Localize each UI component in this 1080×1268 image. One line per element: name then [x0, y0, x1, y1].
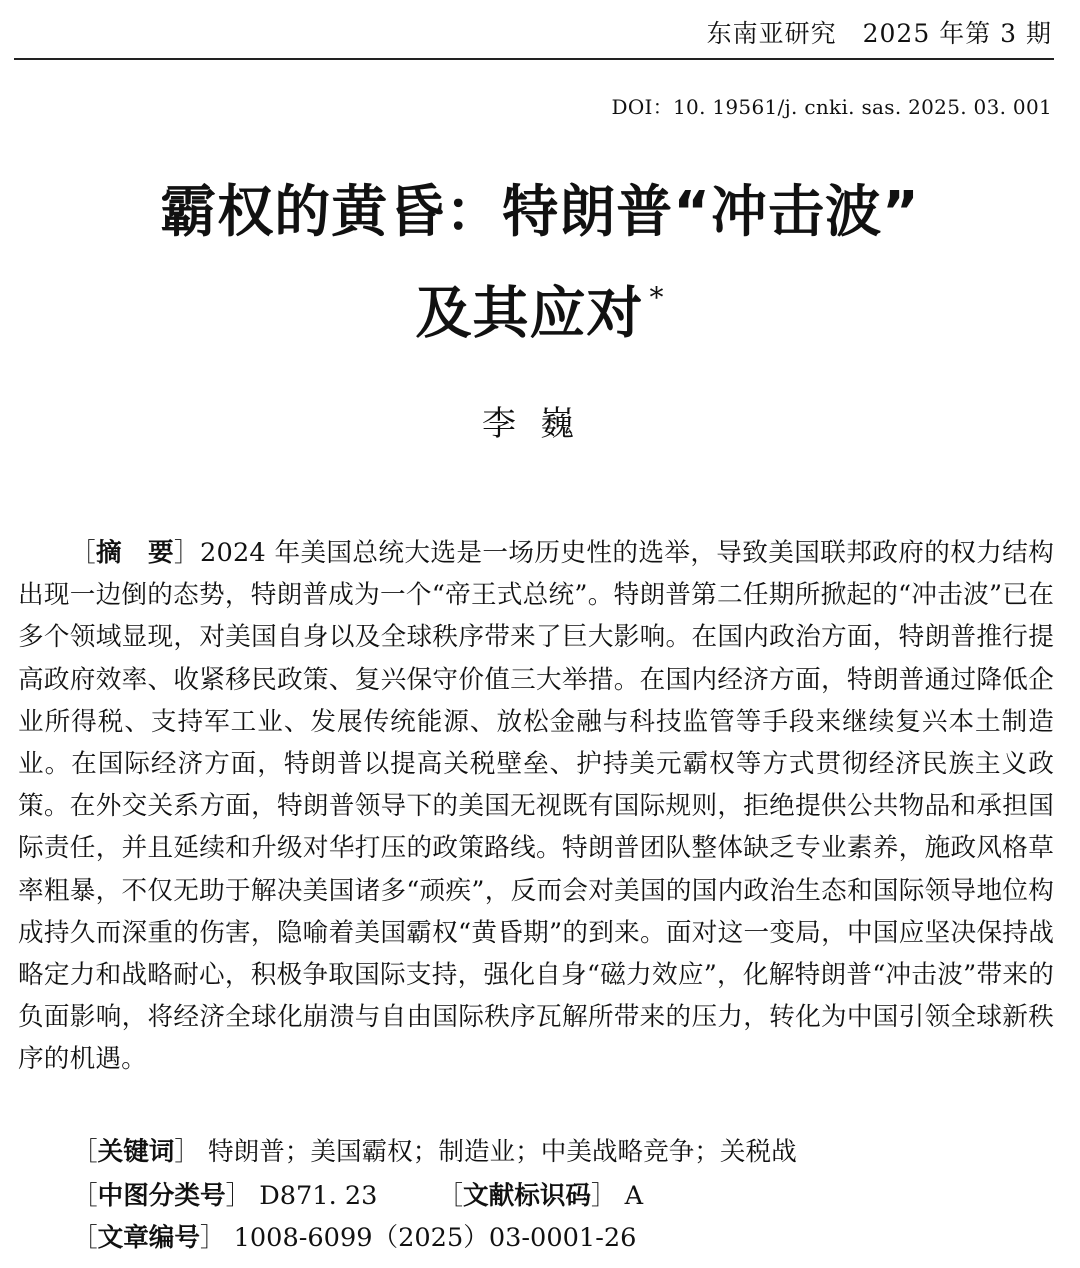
keywords-line — [72, 1132, 797, 1168]
header-rule — [14, 58, 1054, 60]
keywords-text: 特朗普；美国霸权；制造业；中美战略竞争；关税战 — [208, 1137, 797, 1167]
keywords-label: ［关键词］ — [72, 1137, 201, 1167]
doi: DOI：10. 19561/j. cnki. sas. 2025. 03. 001 — [611, 95, 1052, 119]
author-name: 李巍 — [482, 404, 598, 444]
title-footnote-mark: * — [649, 281, 665, 314]
doc-code-label-text: 文献标识码 — [463, 1181, 592, 1211]
abstract-text: 2024 年美国总统大选是一场历史性的选举，导致美国联邦政府的权力结构出现一边倒的态势，特朗普成为一个“帝王式总统”。特朗普第二任期所掀起的“冲击波”已在多个领域显现，对美国自身以及全球秩序带来了巨大影响。在国内政治方面，特朗普推行提高政府效率、收紧移民政策、复兴保守价值三大举措。在国内经济方面，特朗普通过降低企业所得税、支持军工业、发展传统能源、放松金融与科技监管等手段来继续复兴本土制造业。在国际经济方面，特朗普以提高关税壁垒、护持美元霸权等方式贯彻经济民族主义政策。在外交关系方面，特朗普领导下的美国无视既有国际规则，拒绝提供公共物品和承担国际责任，并且延续和升级对华打压的政策路线。特朗普团队整体缺乏专业素养，施政风格草率粗暴，不仅无助于解决美国诸多“顽疾”，反而会对美国的国内政治生态和国际领导地位构成持久而深重的伤害，隐喻着美国霸权“黄昏期”的到来。面对这一变局，中国应坚决保持战略定力和战略耐心，积极争取国际支持，强化自身“磁力效应”，化解特朗普“冲击波”带来的负面影响，将经济全球化崩溃与自由国际秩序瓦解所带来的压力，转化为中国引领全球新秩序的机遇。 — [18, 538, 1054, 1075]
classification-line — [72, 1176, 643, 1212]
article-title-line-1: 霸权的黄昏：特朗普“冲击波” — [160, 180, 920, 245]
doc-code-value: A — [624, 1181, 644, 1211]
article-title-line-2 — [0, 256, 1080, 363]
classification-label: ［中图分类号］ — [72, 1181, 252, 1211]
issue-number: 2025 年第 3 期 — [862, 19, 1052, 48]
journal-name: 东南亚研究 — [706, 19, 837, 48]
abstract-label-text: 摘 要 — [96, 538, 174, 568]
keywords-label-text: 关键词 — [97, 1137, 175, 1167]
article-number-label-text: 文章编号 — [97, 1223, 200, 1253]
doc-code-label: ［文献标识码］ — [437, 1181, 617, 1211]
classification-label-text: 中图分类号 — [97, 1181, 226, 1211]
abstract-label: ［摘 要］ — [70, 538, 200, 568]
article-number-value: 1008-6099（2025）03-0001-26 — [233, 1223, 637, 1253]
article-number-line — [72, 1218, 636, 1254]
abstract — [18, 532, 1054, 1081]
article-title-line-2-text: 及其应对 — [415, 281, 644, 347]
article-number-label: ［文章编号］ — [72, 1223, 226, 1253]
running-header — [707, 14, 1052, 50]
classification-value: D871. 23 — [259, 1181, 378, 1211]
